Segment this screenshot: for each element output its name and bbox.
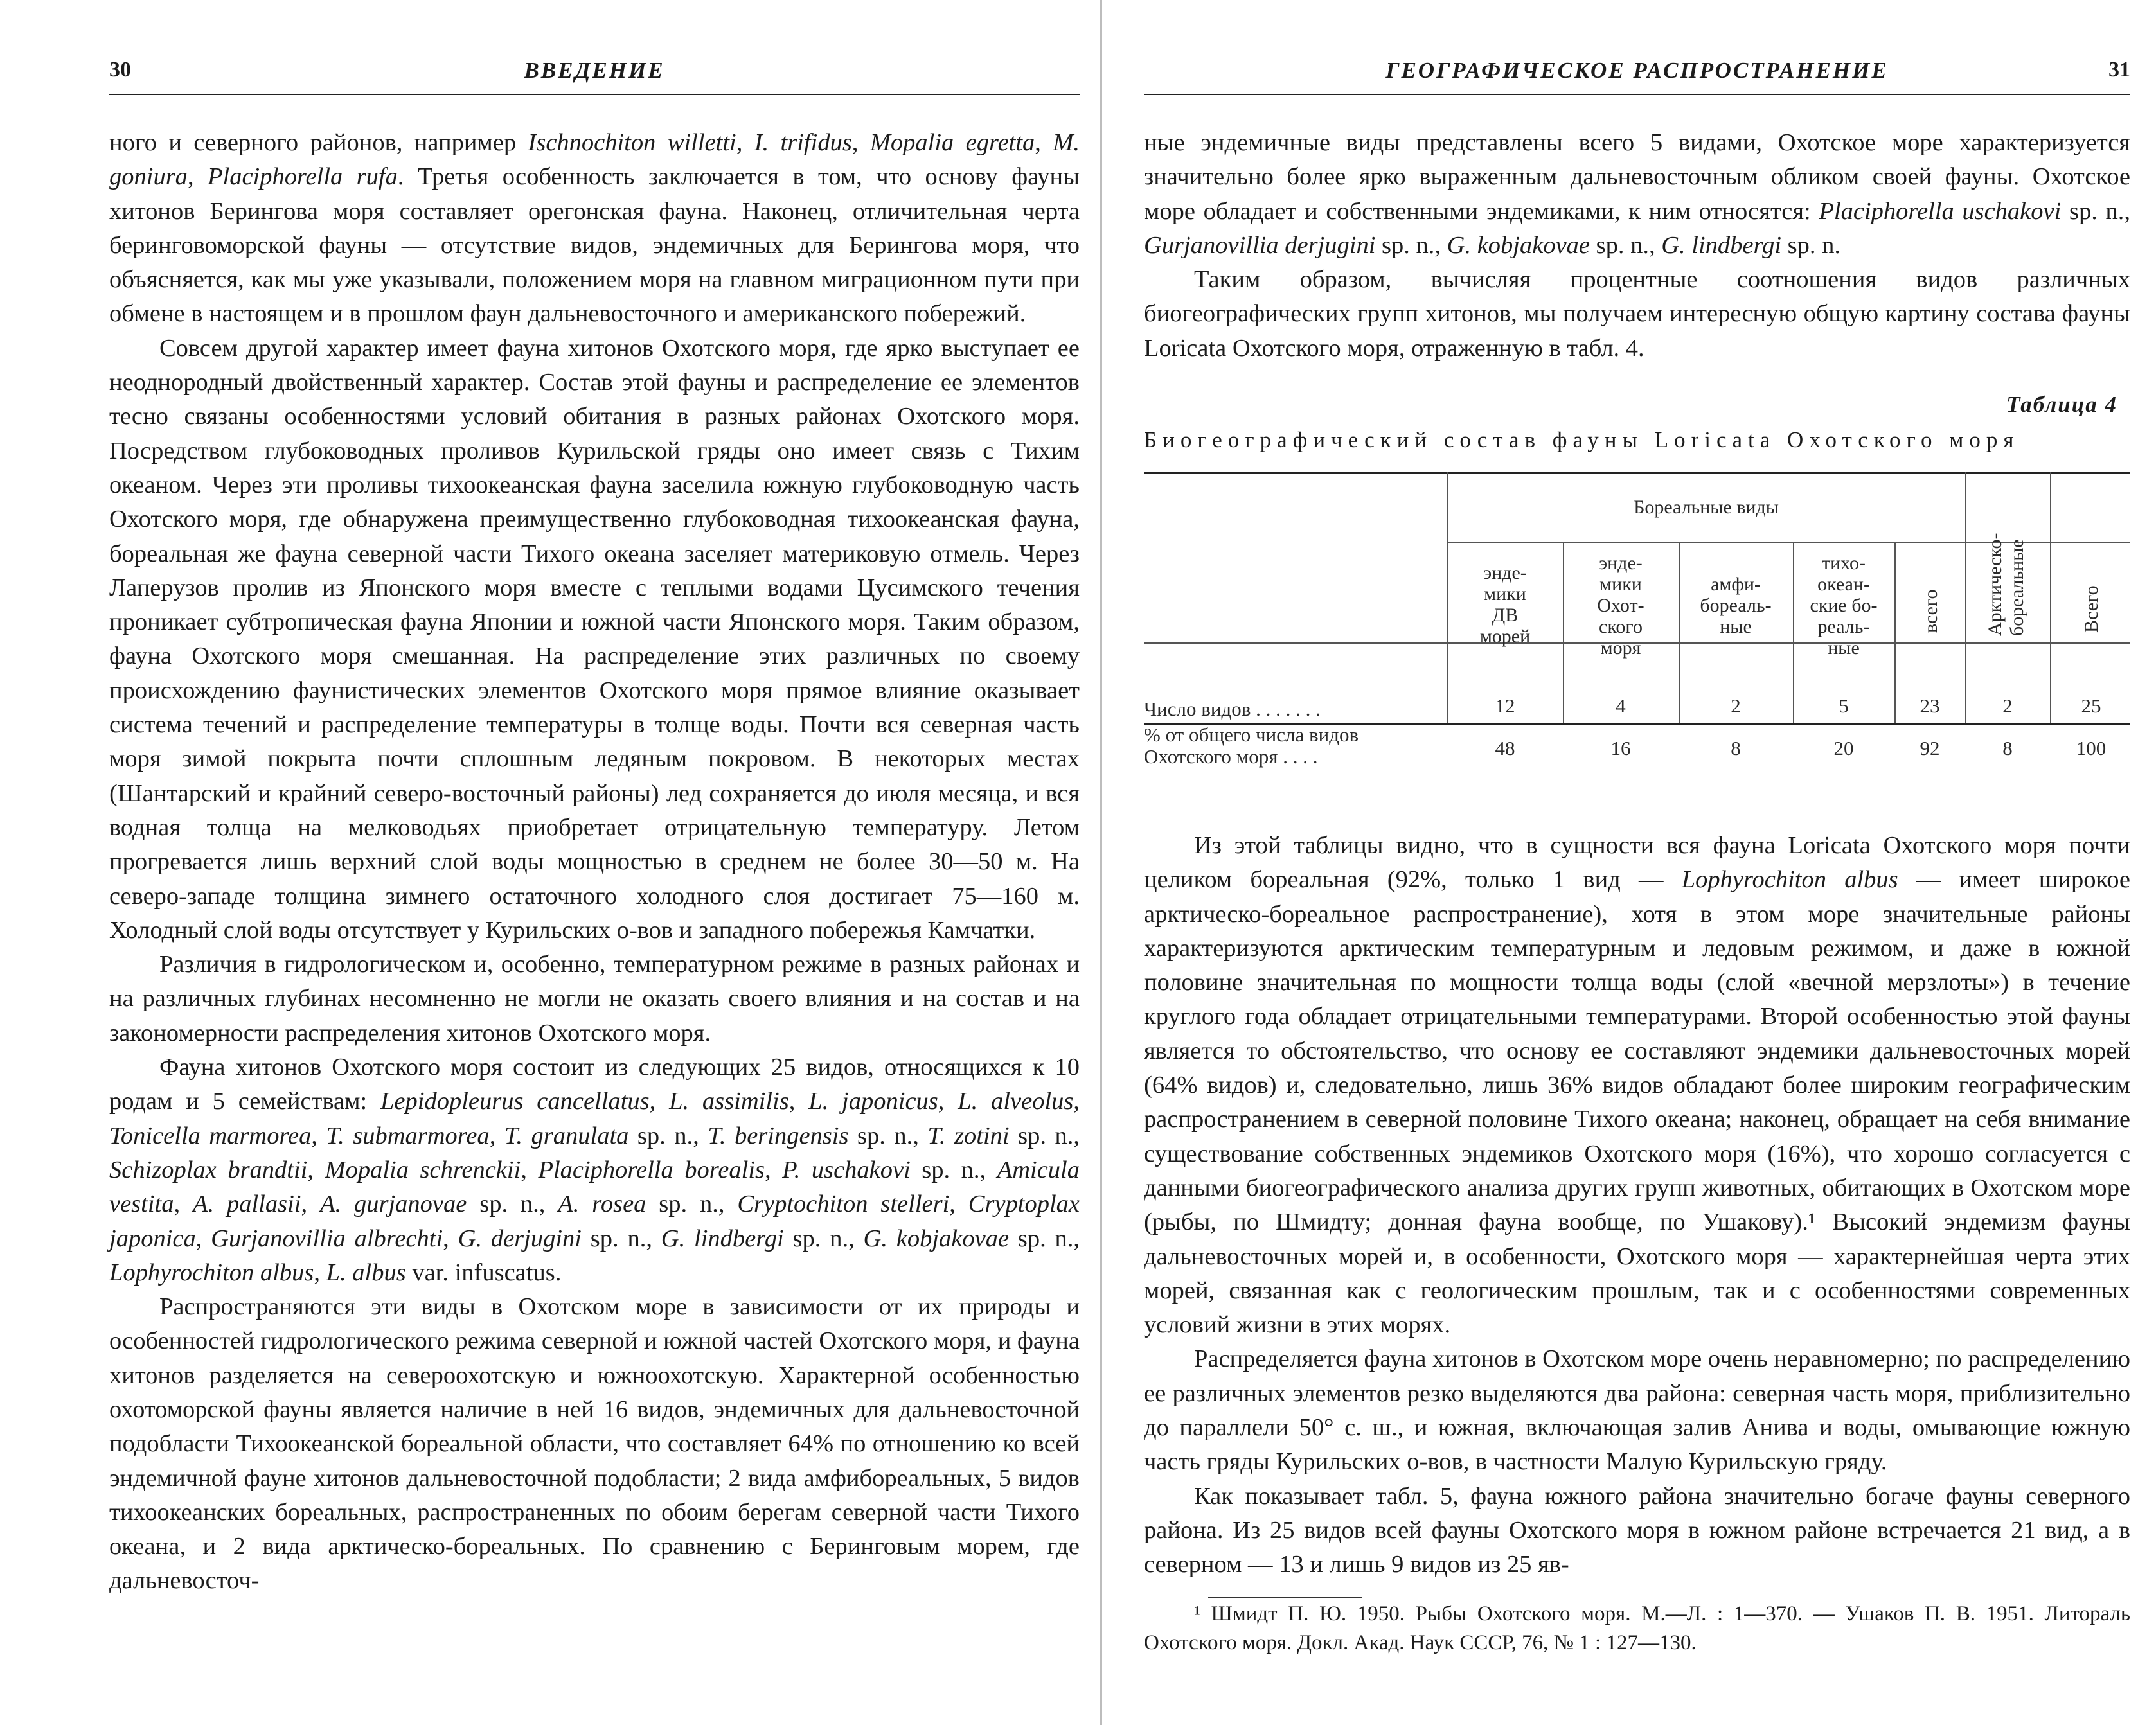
table-cell: 12 (1495, 694, 1515, 717)
table-cell: 2 (1731, 694, 1741, 717)
paragraph: Распределяется фауна хитонов в Охотском море очень неравномерно; по распределению ее различных элементов резко выделяются два района: северная часть моря, приблизительно до параллели 50° с. ш., и южная, включающая залив Анива и воды, омывающие южную часть гряды Курильских о-вов, в частности Малую Курильскую гряду. (1144, 1345, 2130, 1476)
table-cell: 8 (1731, 737, 1741, 759)
header-rule (1144, 94, 2130, 95)
paragraph: Как показывает табл. 5, фауна южного района значительно богаче фауны северного района. Из 25 видов всей фауны Охотского моря в южном районе встречается 21 вид, а в северном — 13 и лишь 9 видов из 25 яв- (1144, 1482, 2130, 1579)
column-header-vertical: Всего (2081, 585, 2102, 633)
group-header: Бореальные виды (1634, 497, 1779, 518)
right-page (1105, 0, 2156, 1725)
right-page-header (1105, 55, 2156, 94)
col-divider (1965, 472, 1966, 723)
col-divider (1894, 542, 1896, 723)
page-number: 30 (109, 58, 131, 82)
header-rule (109, 94, 1080, 95)
table-cell: 2 (2002, 694, 2013, 717)
paragraph: Таким образом, вычисляя процентные соотношения видов различных биогеографических групп хитонов, мы получаем интересную общую картину состава фауны Loricata Охотского моря, отраженную в табл. 4. (1144, 266, 2130, 362)
column-header-vertical: всего (1920, 589, 1941, 633)
table-cell: 16 (1610, 737, 1631, 759)
footnote: ¹ Шмидт П. Ю. 1950. Рыбы Охотского моря. М.—Л. : 1—370. — Ушаков П. В. 1951. Литораль Охотского моря. Докл. Акад. Наук СССР, 76, № 1 : 127—130. (1144, 1602, 2130, 1654)
left-text-column (109, 126, 1080, 1598)
right-text-column-top (1144, 126, 2130, 366)
table-cell: 23 (1920, 694, 1940, 717)
column-header: тихо- океан- ские бо- реаль- ные (1810, 553, 1878, 659)
table-cell: 25 (2081, 694, 2101, 717)
col-divider (2050, 472, 2051, 723)
paragraph: ного и северного районов, например Ischnochiton willetti, I. trifidus, Mopalia egretta, M. goniura, Placiphorella rufa. Третья особенность заключается в том, что основу фауны хитонов Берингова моря составляет орегонская фауна. Наконец, отличительная черта беринговоморской фауны — отсутствие видов, эндемичных для Берингова моря, что объясняется, как мы уже указывали, положением моря на главном миграционном пути при обмене в настоящем и в прошлом фаун дальневосточного и американского побережий. (109, 129, 1080, 328)
row-label: Число видов . . . . . . . (1144, 698, 1321, 720)
paragraph: ные эндемичные виды представлены всего 5 видами, Охотское море характеризуется значительно более ярко выраженным дальневосточным обликом своей фауны. Охотское море обладает и собственными эндемиками, к ним относятся: Placiphorella uschakovi sp. n., Gurjanovillia derjugini sp. n., G. kobjakovae sp. n., G. lindbergi sp. n. (1144, 129, 2131, 259)
table-cell: 100 (2076, 737, 2107, 759)
column-header-vertical: Арктическо- бореальные (1984, 533, 2027, 636)
table-cell: 20 (1833, 737, 1854, 759)
table-cell: 4 (1616, 694, 1626, 717)
table-cell: 8 (2002, 737, 2013, 759)
table-caption: Биогеографический состав фауны Loricata Охотского моря (1144, 427, 2020, 452)
table-label: Таблица 4 (2006, 392, 2117, 417)
page-gutter (1100, 0, 1102, 1725)
row-label: % от общего числа видов Охотского моря . . . . (1144, 723, 1359, 768)
table-cell: 48 (1495, 737, 1515, 759)
column-header: энде- мики Охот- ского моря (1597, 553, 1644, 659)
running-title: ГЕОГРАФИЧЕСКОЕ РАСПРОСТРАНЕНИЕ (1385, 58, 1889, 83)
table-top-rule (1144, 472, 2130, 474)
page-number: 31 (2108, 58, 2130, 82)
paragraph: Распространяются эти виды в Охотском море в зависимости от их природы и особенностей гидрологического режима северной и южной частей Охотского моря, и фауна хитонов разделяется на североохотскую и южноохотскую. Характерной особенностью охотоморской фауны является наличие в ней 16 видов, эндемичных для дальневосточной подобласти Тихоокеанской бореальной области, что составляет 64% по отношению ко всей эндемичной фауне хитонов дальневосточной подобласти; 2 вида амфибореальных, 5 видов тихоокеанских бореальных, распространенных по обоим берегам северной части Тихого океана, и 2 вида арктическо-бореальных. По сравнению с Беринговым морем, где дальневосточ- (109, 1293, 1080, 1595)
running-title: ВВЕДЕНИЕ (524, 58, 665, 83)
paragraph: Совсем другой характер имеет фауна хитонов Охотского моря, где ярко выступает ее неоднородный двойственный характер. Состав этой фауны и распределение ее элементов тесно связаны особенностями условий обитания в разных районах Охотского моря. Посредством глубоководных проливов Курильской гряды оно имеет связь с Тихим океаном. Через эти проливы тихоокеанская фауна заселила южную глубоководную часть Охотского моря, где обнаружена преимущественно глубоководная тихоокеанская фауна, бореальная же фауна северной части Тихого океана заселяет материковую отмель. Через Лаперузов пролив из Японского моря вместе с теплыми водами Цусимского течения проникает субтропическая фауна Японии и южной части Японского моря. Таким образом, фауна Охотского моря смешанная. На распределение этих различных по своему происхождению фаунистических элементов Охотского моря прямое влияние оказывает система течений и распределение температуры в толще воды. Почти вся северная часть моря зимой покрыта почти сплошным ледяным покровом. В некоторых местах (Шантарский и крайний северо-восточный районы) лед сохраняется до июля месяца, и вся водная толща на мелководьях приобретает отрицательную температуру. Летом прогревается лишь верхний слой воды мощностью в среднем не более 30—50 м. На северо-западе толщина зимнего остаточного холодного слоя достигает 75—160 м. Холодный слой воды отсутствует у Курильских о-вов и западного побережья Камчатки. (109, 334, 1080, 944)
paragraph: Различия в гидрологическом и, особенно, температурном режиме в разных районах и на различных глубинах несомненно не могли не оказать своего влияния и на состав и на закономерности распределения хитонов Охотского моря. (109, 951, 1080, 1047)
column-header: энде- мики ДВ морей (1479, 562, 1531, 647)
footnote-rule (1208, 1597, 1362, 1598)
right-text-column-bottom (1144, 829, 2130, 1582)
paragraph: Фауна хитонов Охотского моря состоит из следующих 25 видов, относящихся к 10 родам и 5 семействам: Lepidopleurus cancellatus, L. assimilis, L. japonicus, L. alveolus, Tonicella marmorea, T. submarmorea, T. granulata sp. n., T. beringensis sp. n., T. zotini sp. n., Schizoplax brandtii, Mopalia schrenckii, Placiphorella borealis, P. uschakovi sp. n., Amicula vestita, A. pallasii, A. gurjanovae sp. n., A. rosea sp. n., Cryptochiton stelleri, Cryptoplax japonica, Gurjanovillia albrechti, G. derjugini sp. n., G. lindbergi sp. n., G. kobjakovae sp. n., Lophyrochiton albus, L. albus var. infuscatus. (109, 1054, 1080, 1286)
column-header: амфи- бореаль- ные (1700, 574, 1772, 637)
table-cell: 92 (1920, 737, 1940, 759)
left-page-header (0, 55, 1092, 94)
paragraph: Из этой таблицы видно, что в сущности вся фауна Loricata Охотского моря почти целиком бореальная (92%, только 1 вид — Lophyrochiton albus — имеет широкое арктическо-бореальное распространение), хотя в этом море значительные районы характеризуются арктическим температурным и ледовым режимом, и даже в южной половине значительная по мощности толща воды (слой «вечной мерзлоты») в течение круглого года обладает отрицательными температурами. Второй особенностью этой фауны является то обстоятельство, что основу ее составляют эндемики дальневосточных морей (64% видов) и, следовательно, лишь 36% видов обладают более широким географическим распространением в северной половине Тихого океана; наконец, обращает на себя внимание существование собственных эндемиков Охотского моря (16%), что хорошо согласуется с данными биогеографического анализа других групп животных, обитающих в Охотском море (рыбы, по Шмидту; донная фауна вообще, по Ушакову).¹ Высокий эндемизм фауны дальневосточных морей и, в особенности, Охотского моря — характернейшая черта этих морей, связанная как с геологическим прошлым, так и с особенностями современных условий жизни в этих морях. (1144, 832, 2130, 1339)
table-cell: 5 (1839, 694, 1849, 717)
biogeography-table (1144, 472, 2130, 793)
